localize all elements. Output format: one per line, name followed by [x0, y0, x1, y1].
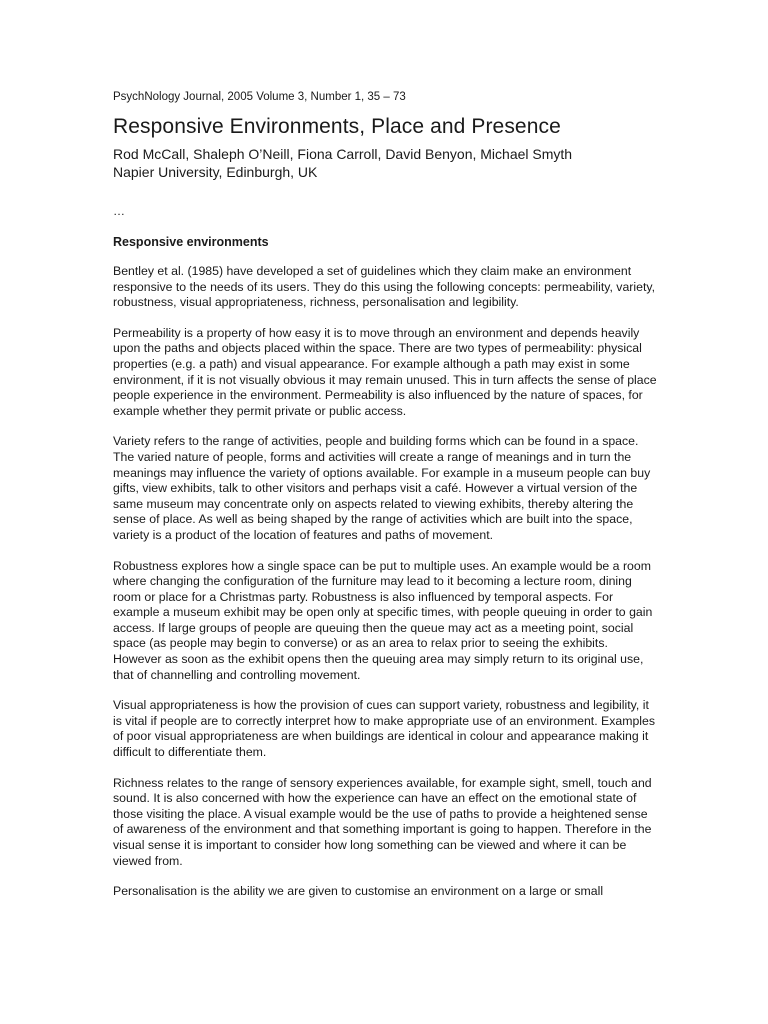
paragraph-robustness: Robustness explores how a single space can be put to multiple uses. An example would be a room where changing the configuration of the furniture may lead to it becoming a lecture room, dining room or place for a Christmas party. Robustness is also influenced by temporal aspects. For example a museum exhibit may be open only at specific times, with people queuing in order to gain access. If large groups of people are queuing then the queue may act as a meeting point, social space (as people may begin to converse) or as an area to relax prior to seeing the exhibits. However as soon as the exhibit opens then the queuing area may simply return to its original use, that of channelling and controlling movement. — [113, 558, 653, 682]
paragraph-richness: Richness relates to the range of sensory experiences available, for example sight, smell, touch and sound. It is also concerned with how the experience can have an effect on the emotional state of those visiting the place. A visual example would be the use of paths to provide a heightened sense of awareness of the environment and that something important is going to happen. Therefore in the visual sense it is important to consider how long something can be viewed and where it can be viewed from. — [113, 775, 652, 868]
paragraph-visual-appropriateness: Visual appropriateness is how the provision of cues can support variety, robustness and legibility, it is vital if people are to correctly interpret how to make appropriate use of an environment. Examples of poor visual appropriateness are when buildings are identical in colour and appearance making it difficult to differentiate them. — [113, 698, 656, 760]
paragraph-permeability: Permeability is a property of how easy it is to move through an environment and depends heavily upon the paths and objects placed within the space. There are two types of permeability: physical properties (e.g. a path) and visual appearance. For example although a path may exist in some environment, if it is not visually obvious it may remain unused. This in turn affects the sense of place people experience in the environment. Permeability is also influenced by the nature of spaces, for example whether they permit private or public access. — [113, 325, 657, 418]
paragraph-personalisation: Personalisation is the ability we are given to customise an environment on a large or small — [113, 884, 604, 899]
paragraph-bentley: Bentley et al. (1985) have developed a set of guidelines which they claim make an environment responsive to the needs of its users. They do this using the following concepts: permeability, variety, robustness, visual appropriateness, richness, personalisation and legibility. — [113, 264, 656, 310]
article-title: Responsive Environments, Place and Presence — [113, 115, 561, 138]
paragraph-variety: Variety refers to the range of activities, people and building forms which can be found in a space. The varied nature of people, forms and activities will create a range of meanings and in turn the meanings may influence the variety of options available. For example in a museum people can buy gifts, view exhibits, talk to other visitors and perhaps visit a café. However a virtual version of the same museum may concentrate only on aspects related to viewing exhibits, thereby altering the sense of place. As well as being shaped by the range of activities which are built into the space, variety is a product of the location of features and paths of movement. — [113, 434, 651, 542]
omission-marker: … — [113, 204, 125, 218]
section-heading: Responsive environments — [113, 235, 269, 249]
author-affiliation: Napier University, Edinburgh, UK — [113, 164, 318, 180]
article-content — [113, 89, 658, 900]
author-list: Rod McCall, Shaleph O’Neill, Fiona Carroll, David Benyon, Michael Smyth — [113, 146, 573, 162]
journal-citation: PsychNology Journal, 2005 Volume 3, Number 1, 35 – 73 — [113, 91, 406, 103]
section-body — [113, 264, 658, 900]
